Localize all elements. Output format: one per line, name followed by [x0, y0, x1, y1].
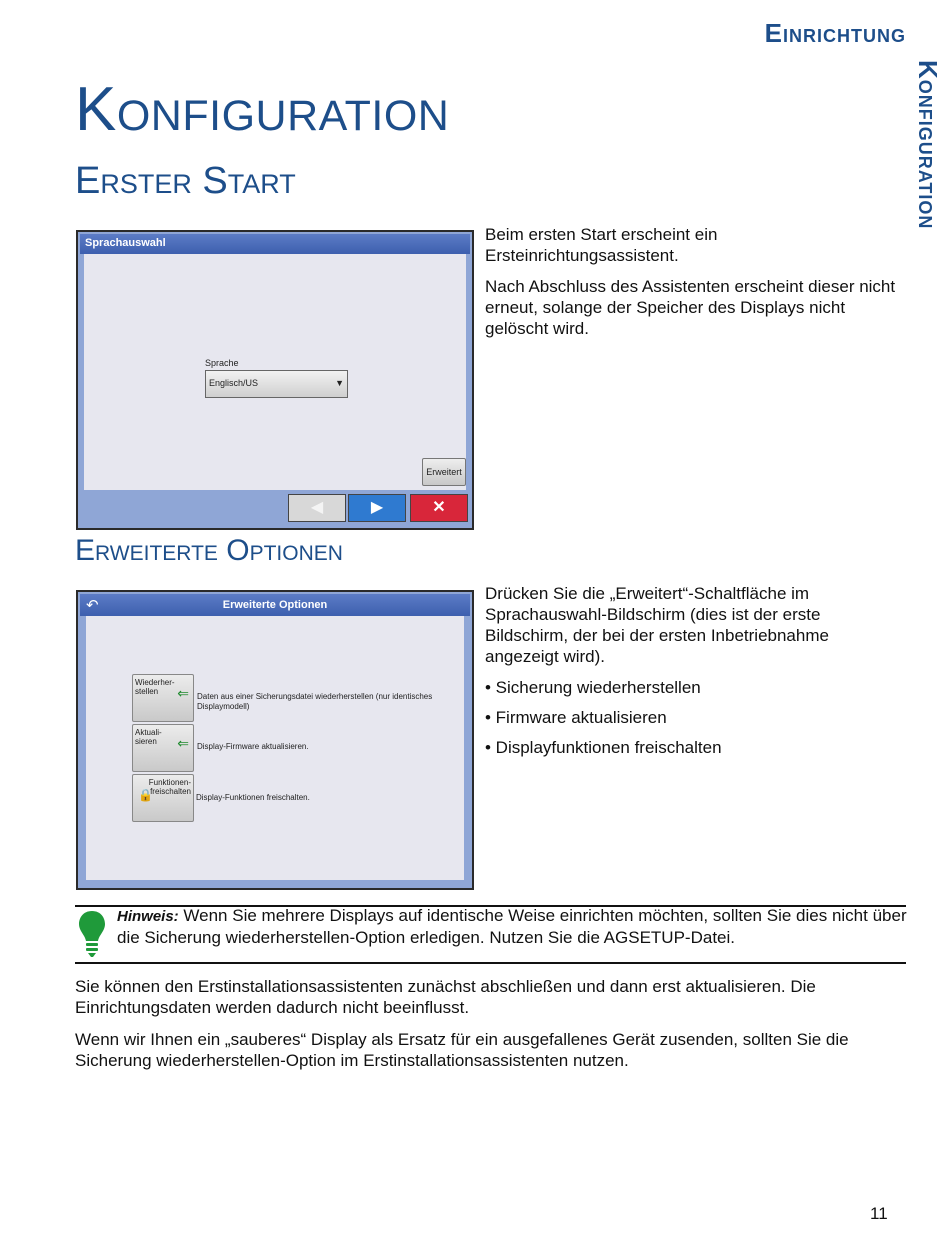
- unlock-description: Display-Funktionen freischalten.: [196, 793, 310, 802]
- usb-import-icon: ⇐: [177, 735, 189, 751]
- language-dropdown[interactable]: [205, 370, 348, 398]
- back-arrow-icon[interactable]: ↶: [86, 597, 99, 614]
- heading-advanced-options: Erweiterte Optionen: [75, 534, 343, 567]
- paragraph: Sie können den Erstinstallationsassistenten zunächst abschließen und dann erst aktualisieren. Die Einrichtungsdaten werden dadurch nicht beeinflusst.: [75, 977, 816, 1017]
- unlock-button-label: Funktionen- freischalten: [148, 778, 191, 796]
- language-dropdown-value: Englisch/US: [209, 378, 259, 388]
- lock-icon: 🔒: [138, 788, 153, 802]
- dropdown-arrow-icon: ▼: [335, 378, 344, 388]
- update-button[interactable]: [132, 724, 194, 772]
- bullet-item: • Displayfunktionen freischalten: [485, 738, 722, 757]
- language-screen-title: Sprachauswahl: [80, 234, 470, 254]
- closing-text: [75, 976, 907, 1082]
- bullet-item: • Firmware aktualisieren: [485, 708, 667, 727]
- side-tab: [912, 60, 950, 320]
- advanced-options-text: [485, 583, 905, 767]
- update-description: Display-Firmware aktualisieren.: [197, 742, 309, 751]
- lightbulb-icon: [78, 910, 106, 958]
- unlock-features-button[interactable]: [132, 774, 194, 822]
- note-bottom-rule: [75, 962, 906, 964]
- language-screen-panel: [84, 254, 466, 490]
- page-title: Konfiguration: [75, 75, 450, 144]
- page-number: 11: [870, 1204, 888, 1223]
- paragraph: Beim ersten Start erscheint ein Ersteinrichtungsassistent.: [485, 225, 718, 265]
- advanced-screen-panel: [86, 616, 464, 880]
- paragraph: Nach Abschluss des Assistenten erscheint dieser nicht erneut, solange der Speicher des Displays nicht gelöscht wird.: [485, 277, 896, 338]
- restore-description: Daten aus einer Sicherungsdatei wiederherstellen (nur identisches Displaymodell): [197, 692, 433, 711]
- update-button-label: Aktuali- sieren: [135, 728, 162, 746]
- usb-import-icon: ⇐: [177, 685, 189, 701]
- side-tab-label: Konfiguration: [913, 60, 943, 230]
- language-label: Sprache: [205, 358, 239, 368]
- first-start-text: [485, 224, 905, 349]
- advanced-button[interactable]: Erweitert: [422, 458, 466, 486]
- running-header-section: Einrichtung: [764, 18, 906, 48]
- bullet-item: • Sicherung wiederherstellen: [485, 678, 701, 697]
- advanced-screen-title: Erweiterte Optionen: [80, 594, 470, 616]
- paragraph: Drücken Sie die „Erweitert“-Schaltfläche im Sprachauswahl-Bildschirm (dies ist der erste Bildschirm, der bei der ersten Inbetriebnahme angezeigt wird).: [485, 584, 829, 666]
- next-button[interactable]: ▶: [348, 494, 406, 522]
- note-label: Hinweis:: [117, 908, 179, 925]
- bullet-list: [485, 677, 905, 758]
- note-text: [117, 905, 907, 948]
- advanced-options-screenshot: [76, 590, 474, 890]
- close-button[interactable]: ✕: [410, 494, 468, 522]
- note-body: Wenn Sie mehrere Displays auf identische Weise einrichten möchten, sollten Sie dies nicht über die Sicherung wiederherstellen-Option erledigen. Nutzen Sie die AGSETUP-Datei.: [117, 906, 907, 947]
- restore-button[interactable]: [132, 674, 194, 722]
- paragraph: Wenn wir Ihnen ein „sauberes“ Display als Ersatz für ein ausgefallenes Gerät zusenden, sollten Sie die Sicherung wiederherstellen-Option im Erstinstallationsassistenten nutzen.: [75, 1030, 849, 1070]
- back-button[interactable]: ◀: [288, 494, 346, 522]
- heading-first-start: Erster Start: [75, 160, 296, 202]
- restore-button-label: Wiederher- stellen: [135, 678, 175, 696]
- language-selection-screenshot: [76, 230, 474, 530]
